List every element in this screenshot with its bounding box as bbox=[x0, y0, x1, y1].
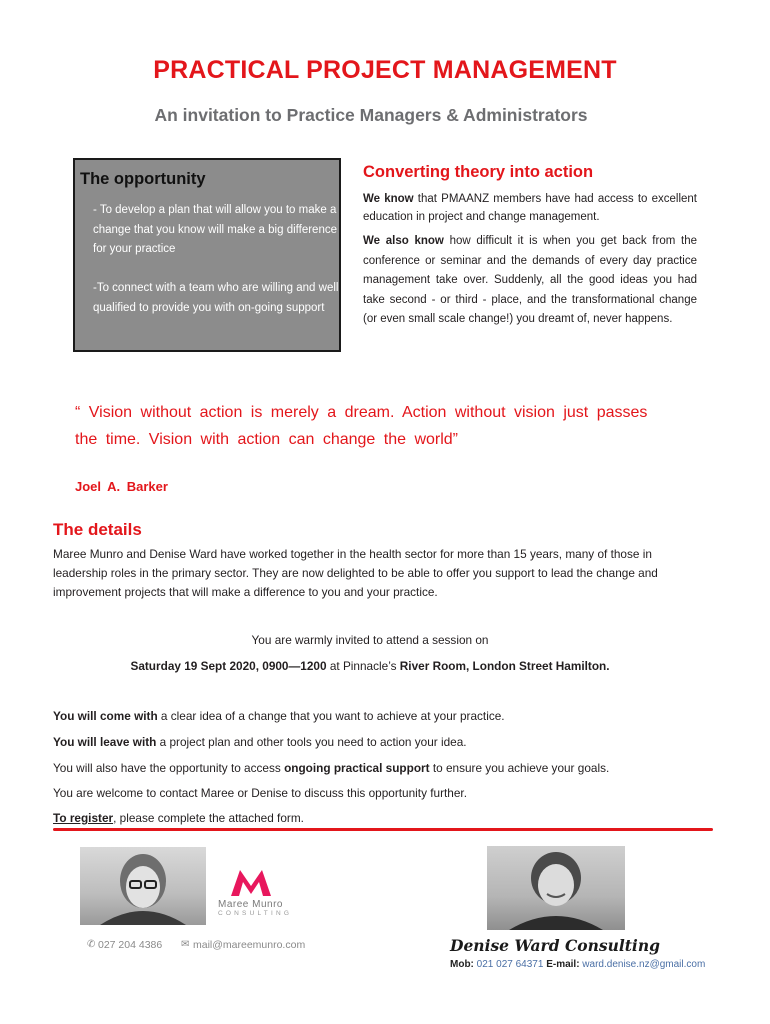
outcome-register bbox=[53, 811, 304, 825]
outcome-leave-lead: You will leave with bbox=[53, 735, 157, 749]
opportunity-point-1: - To develop a plan that will allow you to make a change that you know will make a big difference for your practice bbox=[93, 204, 337, 255]
invitation-line: You are warmly invited to attend a session on bbox=[251, 633, 489, 647]
denise-portrait-svg bbox=[487, 846, 625, 930]
outcome-come-with bbox=[53, 709, 505, 723]
maree-email: mail@mareemunro.com bbox=[193, 939, 306, 951]
maree-logo-name: Maree Munro bbox=[218, 899, 283, 910]
document-title: PRACTICAL PROJECT MANAGEMENT bbox=[153, 56, 617, 84]
session-details bbox=[0, 659, 740, 673]
red-divider bbox=[53, 828, 713, 831]
phone-icon: ✆ bbox=[87, 939, 96, 950]
denise-email: ward.denise.nz@gmail.com bbox=[579, 959, 706, 970]
denise-mob: 021 027 64371 bbox=[473, 959, 547, 970]
register-lead: To register bbox=[53, 811, 114, 825]
maree-portrait-photo bbox=[80, 847, 206, 925]
session-venue: River Room, London Street Hamilton. bbox=[399, 659, 610, 673]
details-heading: The details bbox=[53, 520, 142, 539]
converting-paragraph-2 bbox=[363, 232, 697, 330]
maree-munro-logo-icon bbox=[228, 866, 274, 898]
session-date: Saturday 19 Sept 2020, 0900—1200 bbox=[130, 659, 327, 673]
outcome-support-bold: ongoing practical support bbox=[284, 761, 430, 775]
outcome-support-pre: You will also have the opportunity to access bbox=[53, 761, 285, 775]
denise-email-label: E-mail: bbox=[546, 959, 580, 970]
denise-contact bbox=[450, 959, 705, 970]
outcome-leave-text: a project plan and other tools you need to action your idea. bbox=[156, 735, 467, 749]
opportunity-heading: The opportunity bbox=[80, 170, 206, 188]
quote-author: Joel A. Barker bbox=[75, 479, 168, 494]
denise-brand-name: Denise Ward Consulting bbox=[450, 936, 660, 955]
denise-mob-label: Mob: bbox=[450, 959, 474, 970]
session-at: at Pinnacle’s bbox=[326, 659, 400, 673]
denise-portrait-photo bbox=[487, 846, 625, 930]
document-subtitle: An invitation to Practice Managers & Administrators bbox=[154, 105, 588, 125]
maree-phone: 027 204 4386 bbox=[98, 939, 163, 951]
outcome-come-text: a clear idea of a change that you want to achieve at your practice. bbox=[157, 709, 505, 723]
outcome-support bbox=[53, 761, 609, 775]
outcome-contact: You are welcome to contact Maree or Denise to discuss this opportunity further. bbox=[53, 786, 467, 800]
converting-p2-lead: We also know bbox=[363, 235, 444, 247]
converting-paragraph-1 bbox=[363, 190, 697, 226]
converting-p1-text: that PMAANZ members have had access to excellent education in project and change management. bbox=[363, 193, 697, 223]
mail-icon: ✉ bbox=[181, 939, 190, 950]
converting-heading: Converting theory into action bbox=[363, 163, 594, 181]
maree-logo-subtitle: CONSULTING bbox=[218, 910, 293, 917]
opportunity-point-2: -To connect with a team who are willing and well qualified to provide you with on-going support bbox=[93, 282, 339, 314]
details-body: Maree Munro and Denise Ward have worked together in the health sector for more than 15 years, many of those in leadership roles in the primary sector. They are now delighted to be able to offer you support to lead the change and improvement projects that will make a difference to you and your practice. bbox=[53, 547, 658, 599]
outcome-support-post: to ensure you achieve your goals. bbox=[429, 761, 610, 775]
converting-p1-lead: We know bbox=[363, 193, 414, 205]
outcome-come-lead: You will come with bbox=[53, 709, 158, 723]
converting-p2-text: how difficult it is when you get back from the conference or seminar and the demands of every day practice management take over. Suddenly, all the good ideas you had take second - or third - place, and the transformational change (or even small scale change!) you dreamt of, never happens. bbox=[363, 235, 698, 326]
outcome-leave-with bbox=[53, 735, 467, 749]
quote-text: “ Vision without action is merely a dream. Action without vision just passes the time. Vision with action can change the world” bbox=[75, 404, 648, 448]
maree-portrait-svg bbox=[80, 847, 206, 925]
register-text: , please complete the attached form. bbox=[113, 811, 304, 825]
